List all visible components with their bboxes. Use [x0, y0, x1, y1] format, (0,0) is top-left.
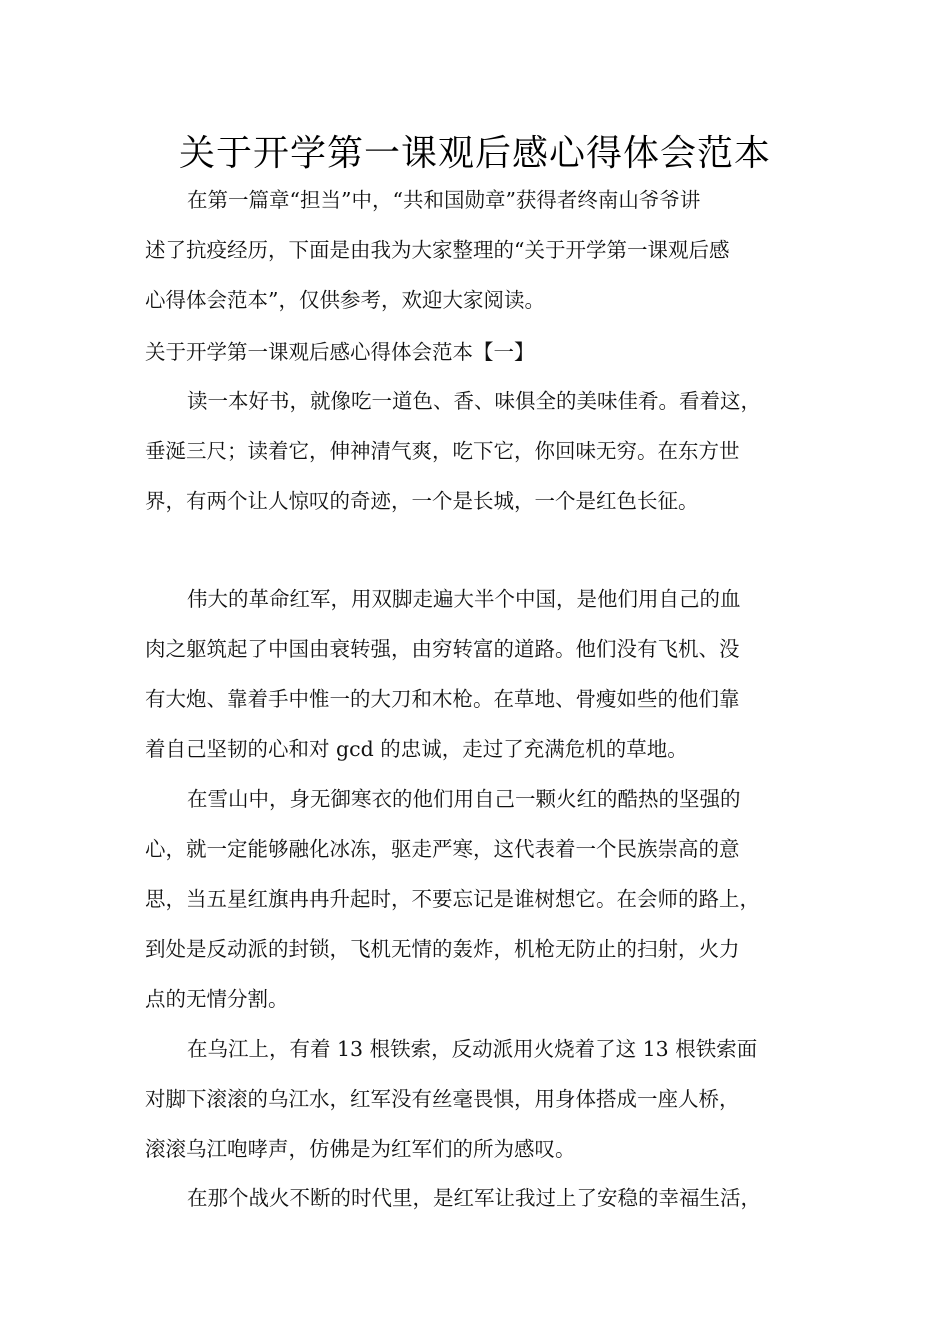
para3-line-1: 在雪山中，身无御寒衣的他们用自己一颗火红的酷热的坚强的 [187, 787, 741, 811]
para2-line-1: 伟大的革命红军，用双脚走遍大半个中国，是他们用自己的血 [187, 587, 741, 611]
intro-line-3: 心得体会范本”，仅供参考，欢迎大家阅读。 [145, 288, 545, 312]
para3-line-5: 点的无情分割。 [145, 987, 289, 1011]
para4-line-1: 在乌江上，有着 13 根铁索，反动派用火烧着了这 13 根铁索面 [187, 1037, 758, 1061]
para1-line-1: 读一本好书，就像吃一道色、香、味俱全的美味佳肴。看着这， [187, 389, 761, 413]
para2-line-3: 有大炮、靠着手中惟一的大刀和木枪。在草地、骨瘦如些的他们靠 [145, 687, 740, 711]
para3-line-2: 心，就一定能够融化冰冻，驱走严寒，这代表着一个民族崇高的意 [145, 837, 740, 861]
para3-line-3: 思，当五星红旗冉冉升起时，不要忘记是谁树想它。在会师的路上， [145, 887, 760, 911]
para4-line-2: 对脚下滚滚的乌江水，红军没有丝毫畏惧，用身体搭成一座人桥， [145, 1087, 740, 1111]
intro-line-2: 述了抗疫经历，下面是由我为大家整理的“关于开学第一课观后感 [145, 238, 730, 262]
para1-line-2: 垂涎三尺；读着它，伸神清气爽，吃下它，你回味无穷。在东方世 [145, 439, 740, 463]
intro-line-1: 在第一篇章“担当”中，“共和国勋章”获得者终南山爷爷讲 [187, 188, 701, 212]
para2-line-4: 着自己坚韧的心和对 gcd 的忠诚，走过了充满危机的草地。 [145, 737, 688, 761]
para5-line-1: 在那个战火不断的时代里，是红军让我过上了安稳的幸福生活， [187, 1186, 761, 1210]
document-title: 关于开学第一课观后感心得体会范本 [178, 133, 771, 174]
para1-line-3: 界，有两个让人惊叹的奇迹，一个是长城，一个是红色长征。 [145, 489, 699, 513]
section-heading: 关于开学第一课观后感心得体会范本【一】 [145, 340, 535, 364]
para3-line-4: 到处是反动派的封锁，飞机无情的轰炸，机枪无防止的扫射，火力 [145, 937, 740, 961]
para2-line-2: 肉之躯筑起了中国由衰转强，由穷转富的道路。他们没有飞机、没 [145, 637, 740, 661]
para4-line-3: 滚滚乌江咆哮声，仿佛是为红军们的所为感叹。 [145, 1137, 576, 1161]
